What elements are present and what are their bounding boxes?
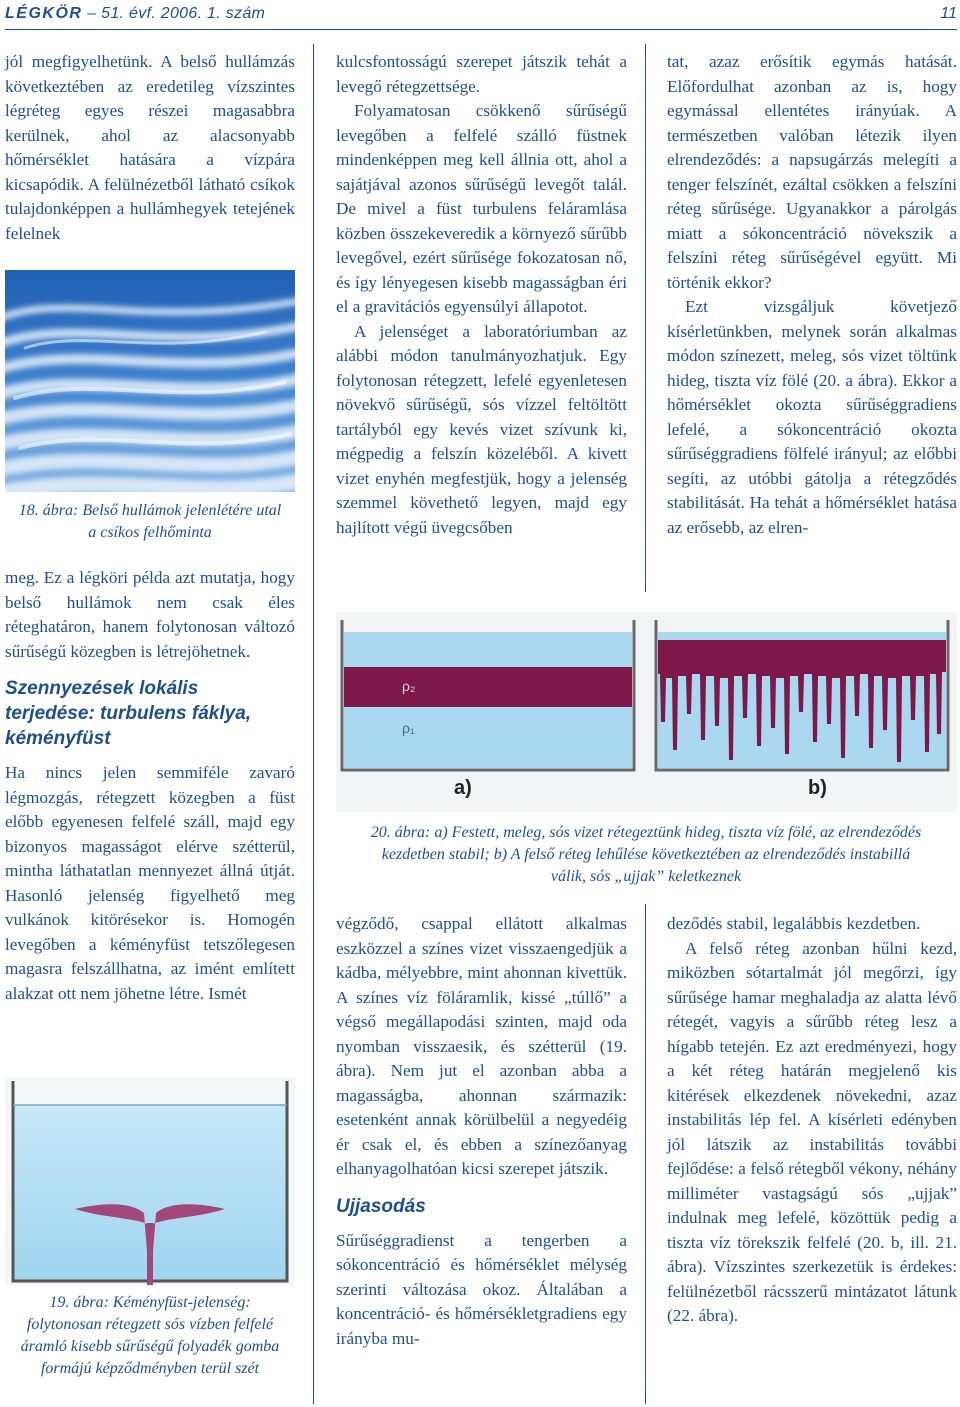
paragraph: kulcsfontosságú szerepet játszik tehát a levegő rétegzettsége.: [336, 52, 627, 96]
column-rule: [313, 44, 314, 1404]
page-number: 11: [940, 5, 957, 22]
figure-18-cloud-photo: [5, 270, 295, 492]
column-1-bottom: [5, 566, 295, 1006]
label-b: b): [808, 777, 827, 799]
column-4: [336, 912, 627, 1351]
column-5: [667, 912, 957, 1329]
paragraph: Folyamatosan csökkenő sűrűségű levegőben a felfelé szálló füstnek mindenképpen meg kell állnia ott, ahol a sajátjával azonos sűrűségű levegőt talál. De mivel a füst turbulens feláramlása közben összekeveredik a környező sűrűbb levegővel, ezért sűrűsége fokozatosan nő, és így lényegesen kisebb magasságban éri el a gravitációs egyensúlyi állapotot.: [336, 101, 627, 316]
rho2-label: ρ₂: [402, 678, 416, 694]
figure-20-fingering-tanks: [336, 612, 957, 812]
figure-18-caption: 18. ábra: Belső hullámok jelenlétére utal a csíkos felhőminta: [18, 502, 282, 541]
paragraph: deződés stabil, legalábbis kezdetben.: [667, 914, 921, 933]
column-3: [667, 50, 957, 540]
label-a: a): [454, 777, 472, 799]
column-rule: [645, 904, 646, 1404]
column-2: [336, 50, 627, 540]
column-1-top: [5, 50, 295, 246]
figure-19-caption: 19. ábra: Kéményfüst-jelenség: folytonosan rétegzett sós vízben felfelé áramló kisebb sűrűségű folyadék gomba formájú képződményben terül szét: [20, 1294, 280, 1377]
fingering-tanks-image: [336, 612, 957, 812]
paragraph: Ha nincs jelen semmiféle zavaró légmozgás, rétegzett közegben a füst előbb egyenesen felfelé száll, majd egy bizonyos magasságot elérve szétterül, mintha láthatatlan mennyezet állná útját. Hasonló jelenség figyelhető meg vulkánok kitörésekor is. Homogén levegőben a kéményfüst tetszőlegesen magasra felszállhatna, az imént említett alakzat ott nem jöhetne létre. Ismét: [5, 763, 295, 1003]
section-heading-plume: Szennyezések lokális terjedése: turbulens fáklya, kéményfüst: [5, 678, 252, 749]
paragraph: Ezt vizsgáljuk követjező kísérletünkben, melynek során alkalmas módon színezett, meleg, sós vizet töltünk hideg, tiszta víz fölé (20. a ábra). Ekkor a hőmérséklet okozta sűrűséggradiens lefelé, a sókoncentráció okozta sűrűséggradiens fölfelé irányul; az előbbi segíti, az utóbbi gátolja a rétegződés stabilitását. Ha tehát a hőmérséklet hatása az erősebb, az elren-: [667, 297, 957, 537]
section-heading-fingering: Ujjasodás: [336, 1195, 426, 1217]
paragraph: tat, azaz erősítik egymás hatását. Előfordulhat azonban az is, hogy egymással ellentétes irányúak. A természetben valóban létezik ilyen elrendeződés: a napsugárzás melegíti a tenger felszínét, ezáltal csökken a felszíni réteg sűrűsége. Ugyanakkor a párolgás miatt a sókoncentráció növekszik a felszíni réteg sűrűségével együtt. Mi történik ekkor?: [667, 52, 957, 292]
figure-20-caption: 20. ábra: a) Festett, meleg, sós vizet rétegeztünk hideg, tiszta víz fölé, az elrendeződés kezdetben stabil; b) A felső réteg lehűlése következtében az elrendeződés instabillá válik, sós „ujjak” keletkeznek: [370, 824, 922, 885]
paragraph: A felső réteg azonban hűlni kezd, miközben sótartalmát jól megőrzi, így sűrűsége hamar meghaladja az alatta lévő rétegét, vagyis a sűrűbb réteg lesz a hígabb tetején. Ez azt eredményezi, hogy a két réteg határán megjelenő kis kitérések elkezdenek növekedni, azaz instabilitás lép fel. A kísérleti edényben jól látszik az instabilitás további fejlődése: a felső rétegből vékony, néhány milliméter vastagságú sós „ujjak” indulnak meg lefelé, közöttük pedig a tiszta víz törekszik felfelé (20. b, ill. 21. ábra). Vízszintes szerkezetük is érdekes: felülnézetből rácsszerű mintázatot látunk (22. ábra).: [667, 938, 957, 1325]
running-header: [5, 4, 957, 30]
journal-title: LÉGKÖR – 51. évf. 2006. 1. szám: [5, 5, 266, 22]
rho1-label: ρ₁: [402, 720, 415, 736]
paragraph: meg. Ez a légköri példa azt mutatja, hogy belső hullámok nem csak éles réteghatáron, hanem folytonosan változó sűrűségű közegben is létrejöhetnek.: [5, 568, 295, 661]
paragraph: A jelenséget a laboratóriumban az alábbi módon tanulmányozhatjuk. Egy folytonosan rétegzett, lefelé egyenletesen növekvő sűrűségű, sós vízzel feltöltött tartályból egy kevés vizet szívunk ki, mégpedig a felszín közeléből. A kivett vizet enyhén megfestjük, hogy a jelenség szemmel követhető legyen, majd egy hajlított végű üvegcsőben: [336, 321, 627, 537]
figure-19-plume-tank: [5, 1077, 295, 1285]
cloud-stripes-image: [5, 270, 295, 492]
paragraph: végződő, csappal ellátott alkalmas eszközzel a színes vizet visszaengedjük a kádba, mélyebbre, mint ahonnan kivettük. A színes víz föláramlik, kissé „túllő” a végső megállapodási szinten, majd oda nyomban visszaesik, és szétterül (19. ábra). Nem jut el azonban abba a magasságba, ahonnan származik: esetenként annak körülbelül a negyedéig ér csak el, és ebben a színezőanyag elhanyagolhatóan kicsi szerepet játszik.: [336, 914, 627, 1178]
paragraph: Sűrűséggradienst a tengerben a sókoncentráció és hőmérséklet mélység szerinti változása okoz. Általában a koncentráció- és hőmérsékletgradiens egy irányba mu-: [336, 1230, 627, 1348]
plume-tank-image: [5, 1077, 295, 1285]
paragraph: jól megfigyelhetünk. A belső hullámzás következtében az eredetileg vízszintes légréteg egyes részei magasabbra kerülnek, ahol az alacsonyabb hőmérséklet hatására a vízpára kicsapódik. A felülnézetből látható csíkok tulajdonképpen a hullámhegyek tetejének felelnek: [5, 52, 295, 243]
column-rule: [645, 44, 646, 592]
